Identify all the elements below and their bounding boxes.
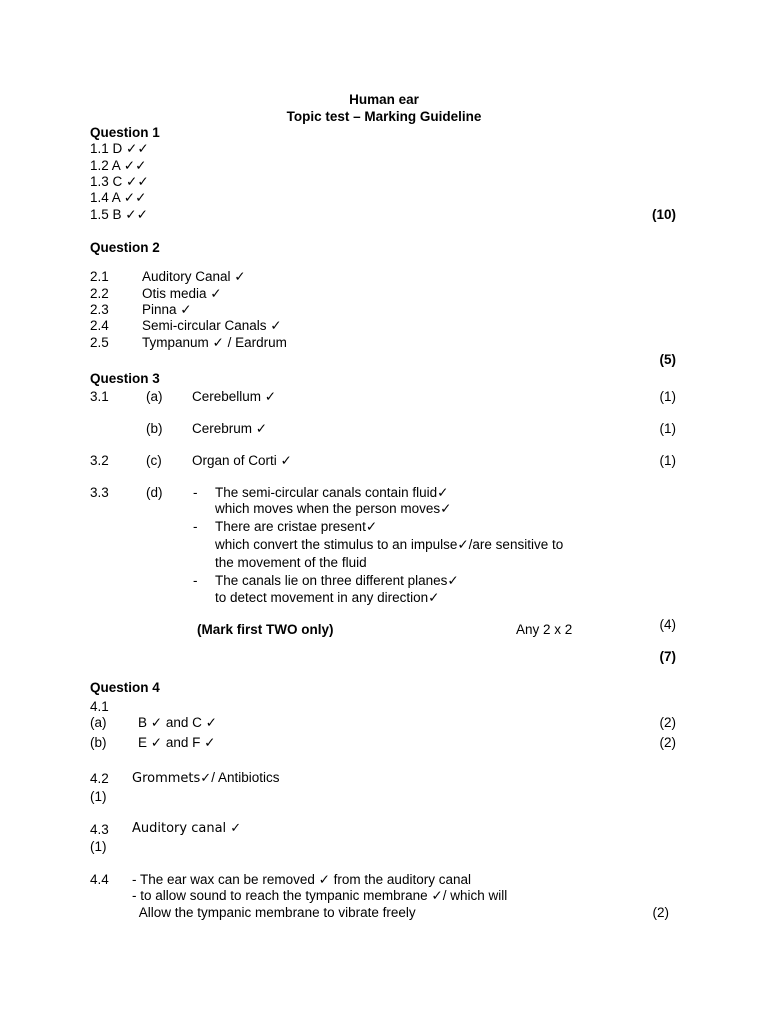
q4-answer-4-4-line-2: - to allow sound to reach the tympanic membrane ✓/ which will [132, 888, 508, 903]
q3-answer-c: Organ of Corti ✓ [192, 453, 292, 468]
q4-answer-4-3: Auditory canal ✓ [132, 821, 242, 836]
q3-bullet-2-line-1: There are cristae present✓ [215, 519, 378, 534]
q4-answer-4-4-line-3: Allow the tympanic membrane to vibrate freely [132, 905, 416, 920]
q4-num-4-1: 4.1 [90, 699, 109, 714]
q2-num-5: 2.5 [90, 335, 109, 350]
q3-bullet-3-line-1: The canals lie on three different planes✓ [215, 573, 459, 588]
q3-num-3-2: 3.2 [90, 453, 109, 468]
q3-marking-note: (Mark first TWO only) [197, 622, 334, 637]
q3-mark-c: (1) [659, 453, 676, 468]
q3-letter-a: (a) [146, 389, 163, 404]
q3-bullet-1-line-1: The semi-circular canals contain fluid✓ [215, 485, 449, 500]
q3-mark-d: (4) [659, 617, 676, 632]
q3-total: (7) [659, 649, 676, 664]
q3-letter-c: (c) [146, 453, 162, 468]
q2-answer-4: Semi-circular Canals ✓ [142, 318, 282, 333]
q2-total: (5) [659, 352, 676, 367]
q1-answer-3: 1.3 C ✓✓ [90, 174, 149, 189]
q1-answer-5: 1.5 B ✓✓ [90, 207, 148, 222]
q3-bullet-1-line-2: which moves when the person moves✓ [215, 501, 452, 516]
question-4-heading: Question 4 [90, 680, 160, 695]
q1-total: (10) [651, 207, 676, 222]
question-1-heading: Question 1 [90, 125, 160, 140]
q2-answer-5: Tympanum ✓ / Eardrum [142, 335, 287, 350]
q2-num-3: 2.3 [90, 302, 109, 317]
q3-mark-a: (1) [659, 389, 676, 404]
q2-answer-1: Auditory Canal ✓ [142, 269, 246, 284]
q4-mark-4-3: (1) [90, 839, 107, 854]
page-title: Human ear [349, 92, 419, 107]
page-subtitle: Topic test – Marking Guideline [286, 109, 482, 124]
q2-answer-3: Pinna ✓ [142, 302, 192, 317]
q2-num-2: 2.2 [90, 286, 109, 301]
q1-answer-2: 1.2 A ✓✓ [90, 158, 147, 173]
q3-bullet-dash-3: - [193, 573, 198, 588]
q4-mark-4-2: (1) [90, 789, 107, 804]
q4-answer-b: E ✓ and F ✓ [138, 735, 216, 750]
q3-num-3-3: 3.3 [90, 485, 109, 500]
question-2-heading: Question 2 [90, 240, 160, 255]
q1-answer-4: 1.4 A ✓✓ [90, 190, 147, 205]
q3-answer-a: Cerebellum ✓ [192, 389, 277, 404]
q4-answer-4-4-line-1: - The ear wax can be removed ✓ from the auditory canal [132, 872, 471, 887]
q2-num-4: 2.4 [90, 318, 109, 333]
q4-answer-a: B ✓ and C ✓ [138, 715, 217, 730]
q4-num-4-3: 4.3 [90, 822, 109, 837]
q4-answer-4-2-part-2: / Antibiotics [211, 770, 280, 785]
q3-letter-b: (b) [146, 421, 163, 436]
q4-answer-4-2-part-1: Grommets✓ [132, 771, 212, 786]
q4-mark-4-4: (2) [652, 905, 669, 920]
q2-num-1: 2.1 [90, 269, 109, 284]
q3-bullet-dash-2: - [193, 519, 198, 534]
q3-bullet-3-line-2: to detect movement in any direction✓ [215, 590, 440, 605]
q4-answer-4-2 [132, 770, 279, 787]
q3-bullet-2-line-2: which convert the stimulus to an impulse✓/are sensitive to [215, 537, 564, 552]
q3-mark-b: (1) [659, 421, 676, 436]
q3-any-2x2: Any 2 x 2 [516, 622, 573, 637]
q4-letter-a: (a) [90, 715, 107, 730]
q4-num-4-4: 4.4 [90, 872, 109, 887]
q3-num-3-1: 3.1 [90, 389, 109, 404]
q2-answer-2: Otis media ✓ [142, 286, 222, 301]
q3-letter-d: (d) [146, 485, 163, 500]
q1-answer-1: 1.1 D ✓✓ [90, 141, 149, 156]
q3-bullet-2-line-3: the movement of the fluid [215, 555, 367, 570]
q3-answer-b: Cerebrum ✓ [192, 421, 268, 436]
question-3-heading: Question 3 [90, 371, 160, 386]
q4-num-4-2: 4.2 [90, 771, 109, 786]
q3-bullet-dash-1: - [193, 485, 198, 500]
q4-mark-b: (2) [659, 735, 676, 750]
q4-mark-a: (2) [659, 715, 676, 730]
q4-letter-b: (b) [90, 735, 107, 750]
